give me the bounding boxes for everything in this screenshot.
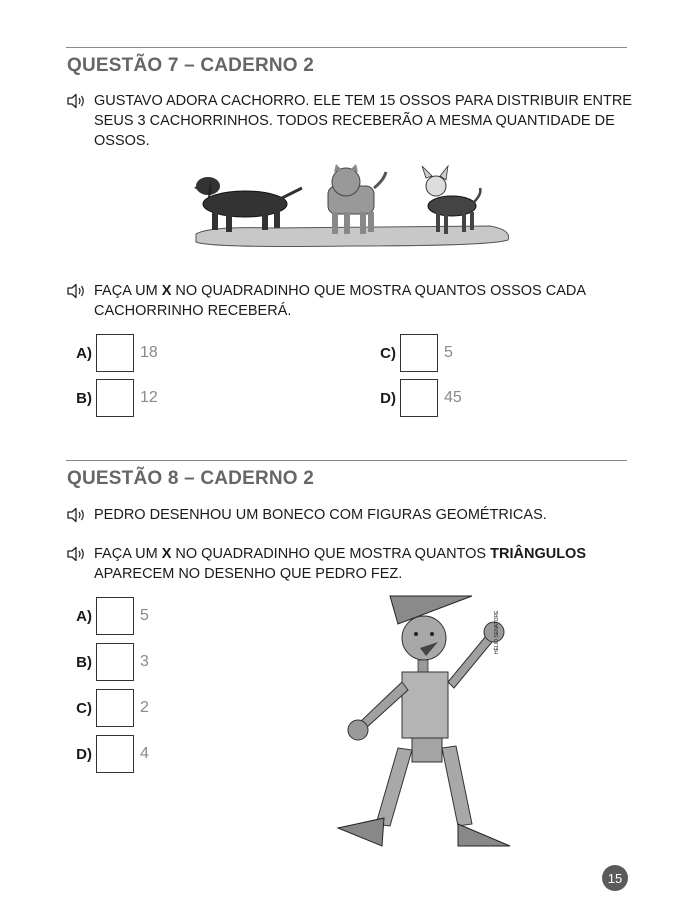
left-hand-circle [348, 720, 368, 740]
q8-checkbox-b[interactable] [96, 643, 134, 681]
q7-checkbox-d[interactable] [400, 379, 438, 417]
head-circle [402, 616, 446, 660]
question-7-title: QUESTÃO 7 – CADERNO 2 [67, 55, 315, 76]
left-foot-triangle [338, 818, 384, 846]
q7-option-a: A) 18 [66, 333, 158, 373]
divider-middle [66, 460, 627, 461]
question-8-instruction: FAÇA UM X NO QUADRADINHO QUE MOSTRA QUANTOS TRIÂNGULOS APARECEM NO DESENHO QUE PEDRO FEZ. [66, 544, 635, 584]
terrier-figure [328, 164, 386, 234]
q8-option-a: A) 5 [66, 596, 149, 636]
left-leg [376, 748, 412, 826]
q8-checkbox-c[interactable] [96, 689, 134, 727]
body-rect [402, 672, 448, 738]
waist-rect [412, 738, 442, 762]
speaker-icon[interactable] [66, 93, 86, 109]
question-8-statement [66, 505, 635, 525]
speaker-icon[interactable] [66, 283, 86, 299]
q7-option-d: D) 45 [370, 378, 462, 418]
question-7-statement [66, 91, 635, 151]
neck-rect [418, 660, 428, 672]
q8-option-d: D) 4 [66, 734, 149, 774]
dogs-illustration [190, 164, 510, 250]
question-8-title: QUESTÃO 8 – CADERNO 2 [67, 468, 315, 489]
speaker-icon[interactable] [66, 507, 86, 523]
illustrator-credit: HÉLIO SENATORE [494, 610, 500, 654]
q7-option-c: C) 5 [370, 333, 453, 373]
question-8-text: PEDRO DESENHOU UM BONECO COM FIGURAS GEOMÉTRICAS. [94, 507, 547, 523]
question-7-text: GUSTAVO ADORA CACHORRO. ELE TEM 15 OSSOS PARA DISTRIBUIR ENTRE SEUS 3 CACHORRINHOS. TODOS RECEBERÃO A MESMA QUANTIDADE DE OSSOS. [94, 93, 632, 149]
q8-checkbox-d[interactable] [96, 735, 134, 773]
q8-option-c: C) 2 [66, 688, 149, 728]
q7-checkbox-c[interactable] [400, 334, 438, 372]
dachshund-figure [194, 177, 302, 232]
q7-option-b: B) 12 [66, 378, 158, 418]
right-foot-triangle [458, 824, 510, 846]
q8-option-b: B) 3 [66, 642, 149, 682]
left-arm [360, 682, 408, 728]
q8-checkbox-a[interactable] [96, 597, 134, 635]
right-leg [442, 746, 472, 826]
divider-top [66, 47, 627, 48]
q7-checkbox-a[interactable] [96, 334, 134, 372]
geometric-figure-drawing [336, 592, 512, 848]
right-arm [448, 636, 492, 688]
chihuahua-figure [422, 166, 480, 234]
page-number: 15 [602, 865, 628, 891]
speaker-icon[interactable] [66, 546, 86, 562]
question-7-instruction: FAÇA UM X NO QUADRADINHO QUE MOSTRA QUANTOS OSSOS CADA CACHORRINHO RECEBERÁ. [66, 281, 635, 321]
q7-checkbox-b[interactable] [96, 379, 134, 417]
